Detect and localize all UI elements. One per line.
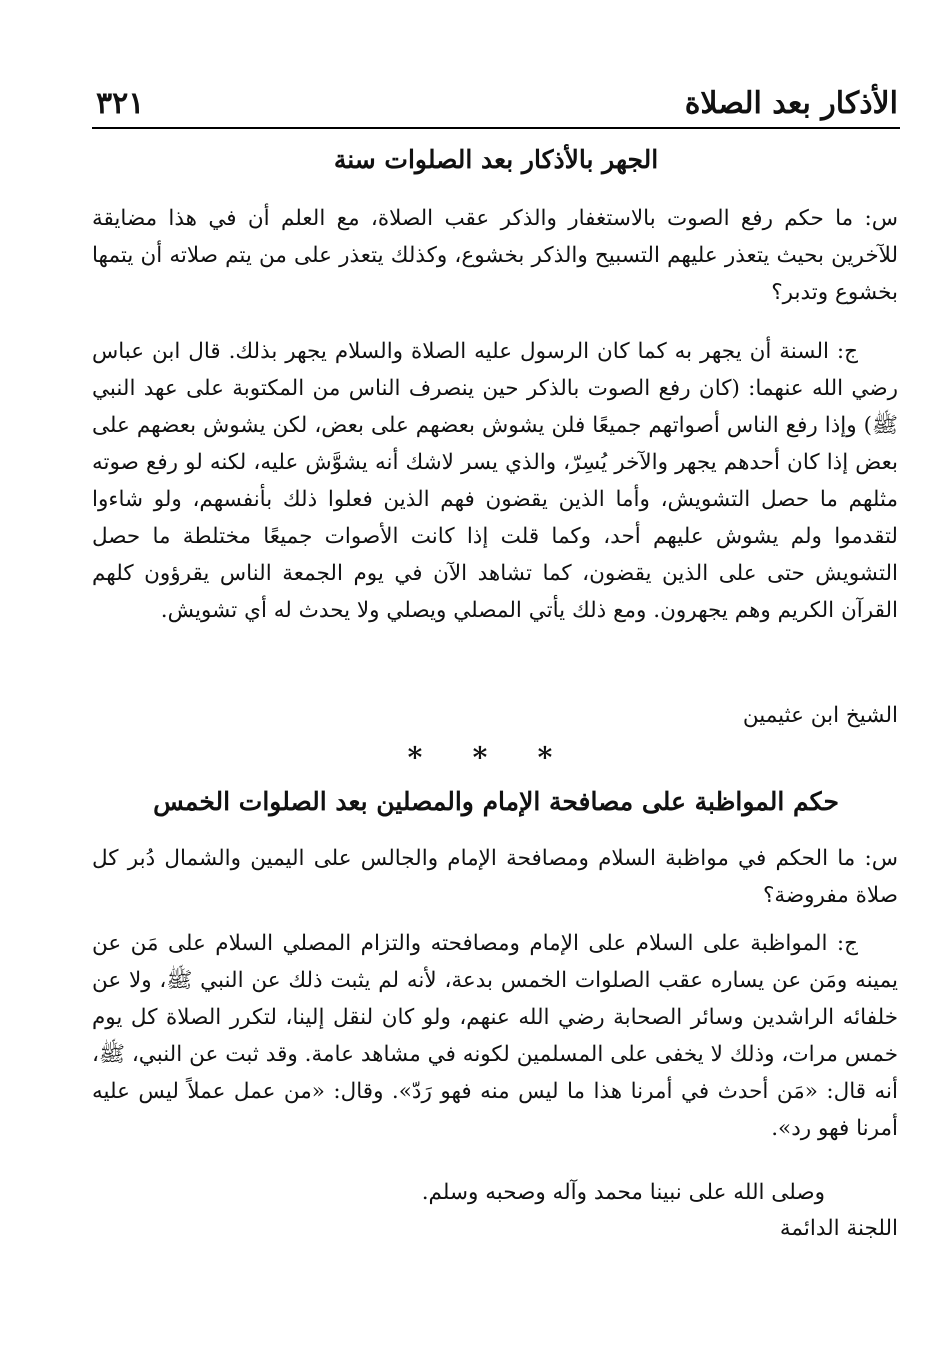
question-text: س: ما حكم رفع الصوت بالاستغفار والذكر عقب الصلاة، مع العلم أن في هذا مضايقة للآخرين بحيث يتعذر عليهم التسبيح والذكر بخشوع، وكذلك يتعذر على من يتم صلاته أن يتمها بخشوع وتدبر؟ [92,206,898,305]
question-text: س: ما الحكم في مواظبة السلام ومصافحة الإمام والجالس على اليمين والشمال دُبر كل صلاة مفروضة؟ [92,846,898,908]
section-separator [400,743,560,773]
closing-blessing: وصلى الله على نبينا محمد وآله وصحبه وسلم. [421,1180,825,1205]
page-header [96,80,898,124]
separator-star: * [537,741,553,774]
answer-text: ج: المواظبة على السلام على الإمام ومصافحته والتزام المصلي السلام على مَن عن يمينه ومَن عن يساره عقب الصلوات الخمس بدعة، لأنه لم يثبت ذلك عن النبي ﷺ، ولا عن خلفائه الراشدين وسائر الصحابة رضي الله عنهم، ولو كان لنقل إلينا، لتكرر الصلاة كل يوم خمس مرات، وذلك لا يخفى على المسلمين لكونه في مشاهد عامة. وقد ثبت عن النبي، ﷺ، أنه قال: «مَن أحدث في أمرنا هذا ما ليس منه فهو رَدّ». وقال: «من عمل عملاً ليس عليه أمرنا فهو رد». [92,931,898,1141]
running-title: الأذكار بعد الصلاة [684,86,898,121]
section-1-title: الجهر بالأذكار بعد الصلوات سنة [333,145,659,174]
separator-star: * [407,741,423,774]
section-2-question [92,840,898,914]
section-1-question [92,200,898,311]
section-2-signature: اللجنة الدائمة [779,1216,898,1241]
answer-text: ج: السنة أن يجهر به كما كان الرسول عليه الصلاة والسلام يجهر بذلك. قال ابن عباس رضي الله عنهما: (كان رفع الصوت بالذكر حين ينصرف الناس من المكتوبة على عهد النبي ﷺ) وإذا رفع الناس أصواتهم جميعًا فلن يشوش بعضهم على بعض، لكن يشوش بعضهم على بعض إذا كان أحدهم يجهر والآخر يُسِرّ، والذي يسر لاشك أنه يشوَّش عليه، لكنه لو رفع صوته مثلهم ما حصل التشويش، وأما الذين يقضون فهم الذين فعلوا ذلك بأنفسهم، ولو شاءوا لتقدموا ولم يشوش عليهم أحد، وكما قلت إذا كانت الأصوات جميعًا مختلطة ما حصل التشويش حتى على الذين يقضون، كما تشاهد الآن في يوم الجمعة الناس يقرؤون كلهم القرآن الكريم وهم يجهرون. ومع ذلك يأتي المصلي ويصلي ولا يحدث له أي تشويش. [92,339,898,623]
header-rule [92,127,900,129]
section-1-answer [92,333,898,629]
section-2-answer [92,925,898,1147]
page-number: ٣٢١ [96,86,145,121]
separator-star: * [472,741,488,774]
section-2-title: حكم المواظبة على مصافحة الإمام والمصلين بعد الصلوات الخمس [153,787,839,816]
section-1-signature: الشيخ ابن عثيمين [742,703,898,728]
